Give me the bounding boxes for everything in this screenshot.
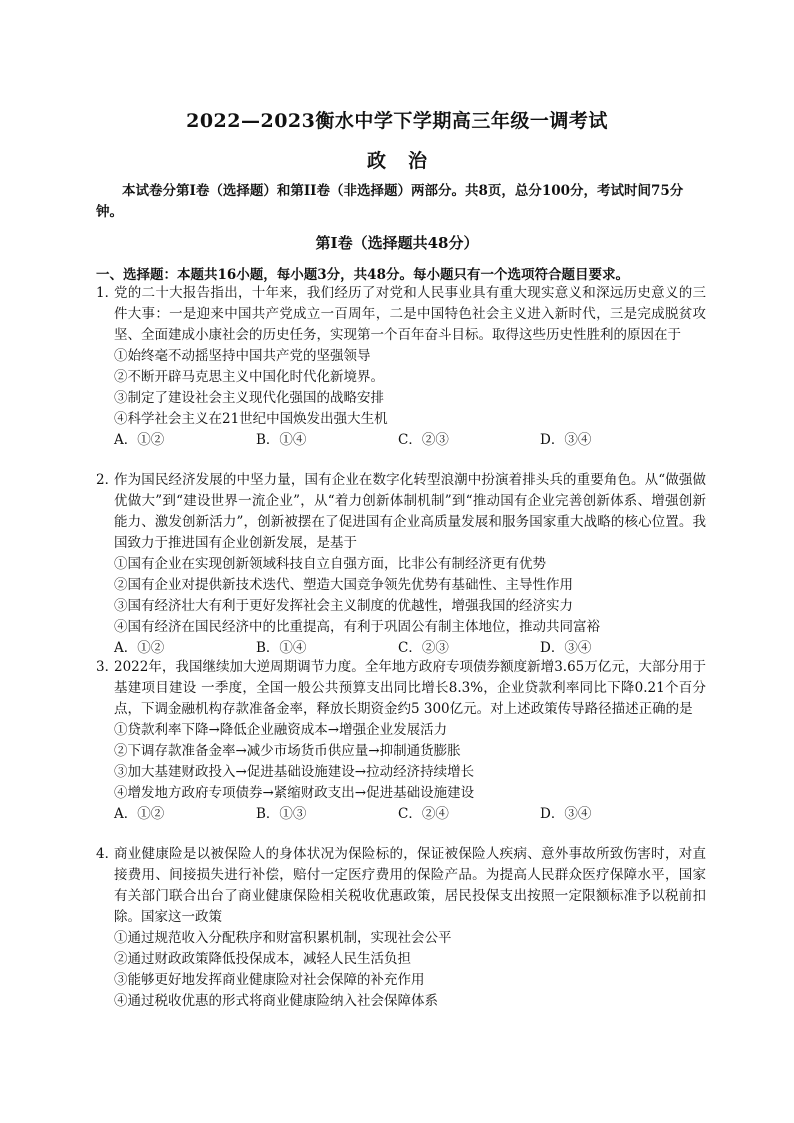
question-number: 1． [96, 285, 119, 301]
answer-choices [96, 638, 706, 659]
question-3 [96, 657, 706, 825]
question-number: 4． [96, 846, 119, 862]
statement-option: ④国有经济在国民经济中的比重提高，有利于巩固公有制主体地位，推动共同富裕 [114, 619, 600, 635]
question-stem: 作为国民经济发展的中坚力量，国有企业在数字化转型浪潮中扮演着排头兵的重要角色。从“做强做优做大”到“建设世界一流企业”，从“着力创新体制机制”到“推动国有企业完善创新体系、增强创新能力、激发创新活力”，创新被摆在了促进国有企业高质量发展和服务国家重大战略的核心位置。我国致力于推进国有企业创新发展，是基于 [114, 472, 706, 551]
statement-option: ①贷款利率下降→降低企业融资成本→增强企业发展活力 [114, 722, 448, 738]
statement-option: ②通过财政政策降低投保成本，减轻人民生活负担 [114, 951, 411, 967]
section-title: 一、选择题：本题共16小题，每小题3分，共48分。每小题只有一个选项符合题目要求。 [96, 267, 629, 283]
choice-c: C．②③ [398, 432, 449, 448]
statement-option: ③能够更好地发挥商业健康险对社会保障的补充作用 [114, 972, 425, 988]
statement-option: ②国有企业对提供新技术迭代、塑造大国竞争领先优势有基础性、主导性作用 [114, 577, 573, 593]
question-stem: 党的二十大报告指出，十年来，我们经历了对党和人民事业具有重大现实意义和深远历史意义的三件大事：一是迎来中国共产党成立一百周年，二是中国特色社会主义进入新时代，三是完成脱贫攻坚、全面建成小康社会的历史任务，实现第一个百年奋斗目标。取得这些历史性胜利的原因在于 [114, 285, 706, 343]
statement-option: ②不断开辟马克思主义中国化时代化新境界。 [114, 369, 384, 385]
choice-d: D．③④ [540, 640, 592, 656]
choice-b: B．①④ [256, 640, 307, 656]
choice-b: B．①④ [256, 432, 307, 448]
answer-choices [96, 430, 706, 451]
statement-option: ③加大基建财政投入→促进基础设施建设→拉动经济持续增长 [114, 764, 475, 780]
choice-c: C．②③ [398, 640, 449, 656]
statement-option: ④科学社会主义在21世纪中国焕发出强大生机 [114, 411, 388, 427]
statement-option: ④通过税收优惠的形式将商业健康险纳入社会保障体系 [114, 993, 438, 1009]
choice-d: D．③④ [540, 806, 592, 822]
question-4 [96, 844, 706, 1012]
choice-a: A．①② [114, 432, 165, 448]
statement-option: ①通过规范收入分配秩序和财富积累机制，实现社会公平 [114, 930, 452, 946]
statement-option: ③国有经济壮大有利于更好发挥社会主义制度的优越性，增强我国的经济实力 [114, 598, 573, 614]
question-2 [96, 470, 706, 659]
statement-option: ①国有企业在实现创新领域科技自立自强方面，比非公有制经济更有优势 [114, 556, 546, 572]
exam-subject: 政治 [366, 150, 449, 172]
statement-option: ③制定了建设社会主义现代化强国的战略安排 [114, 390, 384, 406]
question-stem: 2022年，我国继续加大逆周期调节力度。全年地方政府专项债券额度新增3.65万亿元，大部分用于基建项目建设 一季度，全国一般公共预算支出同比增长8.3%，企业贷款利率同比下降0.21个百分点，下调金融机构存款准备金率，释放长期资金约5 300亿元。对上述政策传导路径描述正确的是 [114, 659, 706, 717]
question-1 [96, 283, 706, 451]
exam-intro: 本试卷分第I卷（选择题）和第II卷（非选择题）两部分。共8页，总分100分，考试时间75分钟。 [96, 183, 684, 220]
statement-option: ②下调存款准备金率→减少市场货币供应量→抑制通货膨胀 [114, 743, 461, 759]
question-number: 2． [96, 472, 119, 488]
choice-a: A．①② [114, 640, 165, 656]
answer-choices [96, 804, 706, 825]
statement-option: ④增发地方政府专项债券→紧缩财政支出→促进基础设施建设 [114, 785, 475, 801]
statement-option: ①始终毫不动摇坚持中国共产党的坚强领导 [114, 348, 371, 364]
part-title: 第I卷（选择题共48分） [315, 234, 479, 252]
question-number: 3． [96, 659, 119, 675]
choice-a: A．①② [114, 806, 165, 822]
question-stem: 商业健康险是以被保险人的身体状况为保险标的，保证被保险人疾病、意外事故所致伤害时，对直接费用、间接损失进行补偿，赔付一定医疗费用的保险产品。为提高人民群众医疗保障水平，国家有关部门联合出台了商业健康保险相关税收优惠政策，居民投保支出按照一定限额标准予以税前扣除。国家这一政策 [114, 846, 706, 925]
exam-title: 2022—2023衡水中学下学期高三年级一调考试 [186, 110, 608, 132]
choice-d: D．③④ [540, 432, 592, 448]
choice-c: C．②④ [398, 806, 449, 822]
choice-b: B．①③ [256, 806, 307, 822]
